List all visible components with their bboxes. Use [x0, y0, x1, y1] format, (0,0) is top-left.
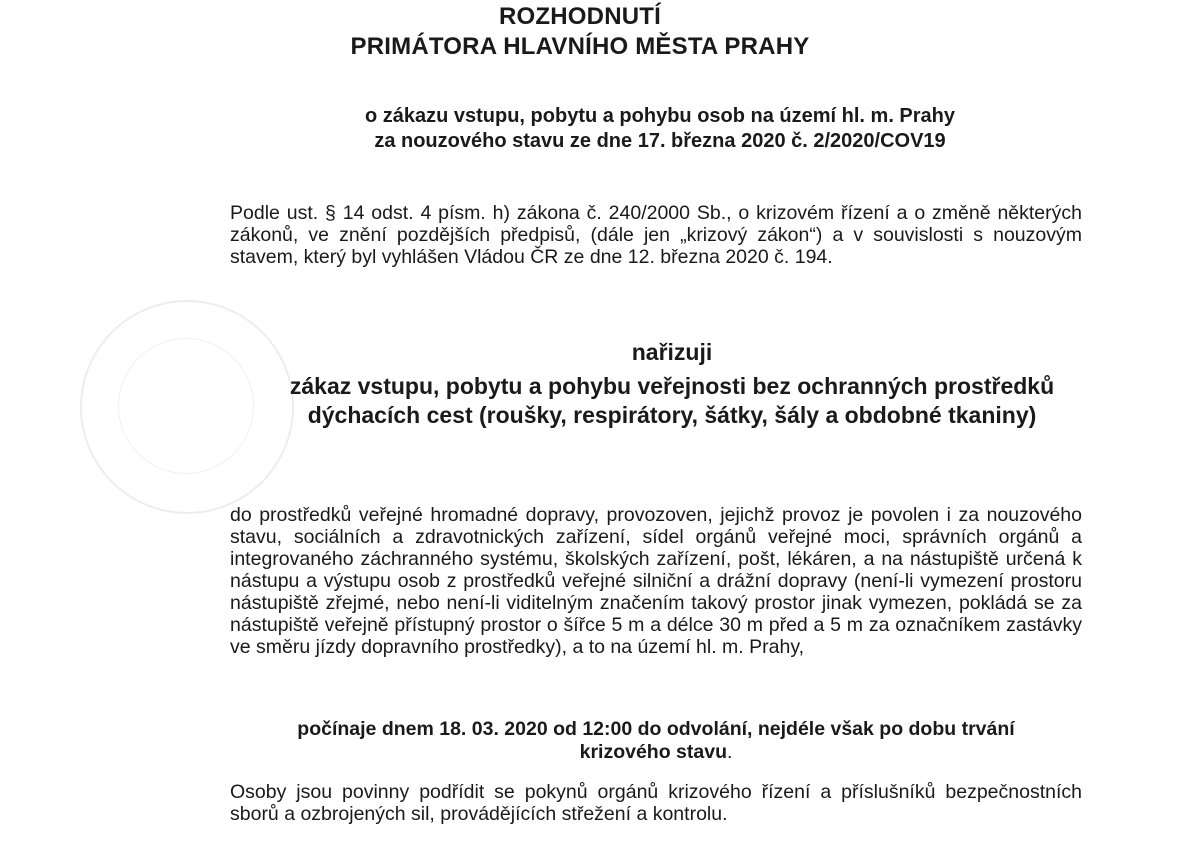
document-subtitle — [280, 104, 1040, 154]
title-line-1: ROZHODNUTÍ — [499, 3, 661, 30]
validity-text: počínaje dnem 18. 03. 2020 od 12:00 do odvolání, nejdéle však po dobu trvání krizového stavu — [297, 718, 1015, 763]
document-title — [300, 2, 860, 62]
title-line-2: PRIMÁTORA HLAVNÍHO MĚSTA PRAHY — [350, 33, 810, 60]
subtitle-line-2: za nouzového stavu ze dne 17. března 2020 č. 2/2020/COV19 — [374, 130, 946, 152]
scope-paragraph: do prostředků veřejné hromadné dopravy, provozoven, jejichž provoz je povolen i za nouzového stavu, sociálních a zdravotnických zařízení, sídel orgánů veřejné moci, správních orgánů a integrovaného záchranného systému, školských zařízení, pošt, lékáren, a na nástupiště určená k nástupu a výstupu osob z prostředků veřejné silniční a drážní dopravy (není-li vymezení prostoru nástupiště zřejmé, nebo není-li viditelným značením takový prostor jinak vymezen, pokládá se za nástupiště veřejně přístupný prostor o šířce 5 m a délce 30 m před a 5 m za označníkem zastávky ve směru jízdy dopravního prostředky), a to na území hl. m. Prahy, — [230, 504, 1082, 658]
obligation-paragraph: Osoby jsou povinny podřídit se pokynů orgánů krizového řízení a příslušníků bezpečnostních sborů a ozbrojených sil, provádějících střežení a kontrolu. — [230, 781, 1082, 825]
order-verb: nařizuji — [631, 339, 713, 365]
legal-basis-paragraph: Podle ust. § 14 odst. 4 písm. h) zákona č. 240/2000 Sb., o krizovém řízení a o změně některých zákonů, ve znění pozdějších předpisů, (dále jen „krizový zákon“) a v souvislosti s nouzovým stavem, který byl vyhlášen Vládou ČR ze dne 12. března 2020 č. 194. — [230, 202, 1082, 268]
order-block — [230, 338, 1114, 430]
order-subject: zákaz vstupu, pobytu a pohybu veřejnosti bez ochranných prostředků dýchacích cest (roušky, respirátory, šátky, šály a obdobné tkaniny) — [289, 373, 1055, 428]
subtitle-line-1: o zákazu vstupu, pobytu a pohybu osob na území hl. m. Prahy — [364, 105, 956, 127]
validity-statement — [230, 718, 1082, 764]
validity-tail: . — [726, 741, 733, 763]
